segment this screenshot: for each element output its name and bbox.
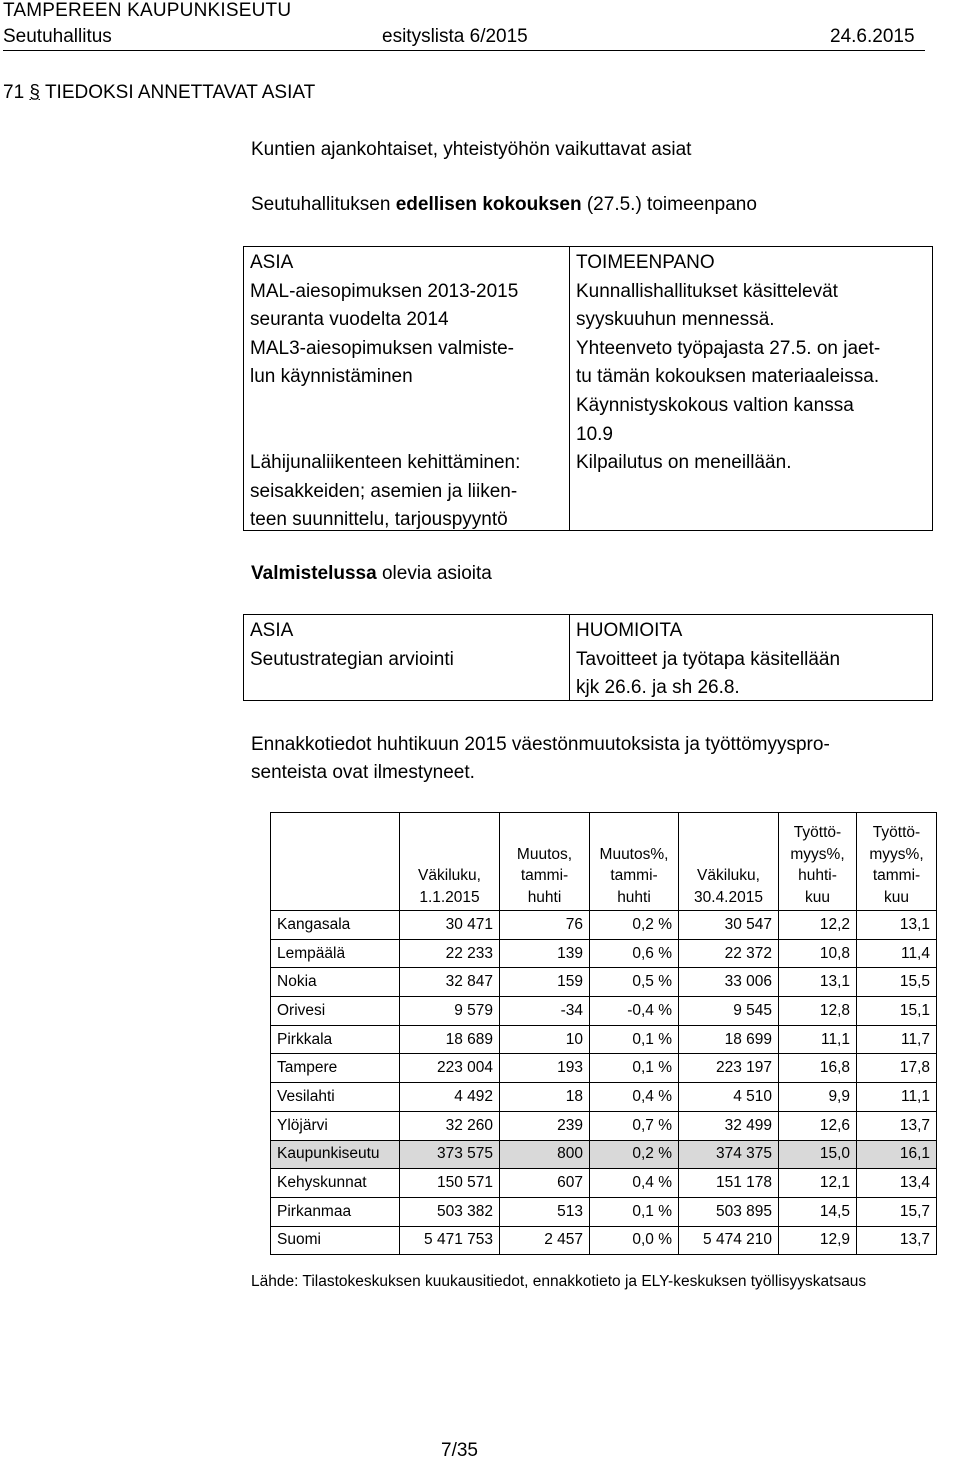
stats-cell: 14,5 <box>779 1197 857 1226</box>
section-heading: TIEDOKSI ANNETTAVAT ASIAT <box>44 82 316 103</box>
intro-line-1: Kuntien ajankohtaiset, yhteistyöhön vaikuttavat asiat <box>251 139 692 160</box>
t2-left-line: ASIA <box>250 620 294 641</box>
stats-header-cell <box>857 813 937 911</box>
header-agenda: esityslista 6/2015 <box>382 26 528 47</box>
stats-cell: 15,1 <box>857 997 937 1026</box>
stats-header-line: huhti- <box>798 867 837 884</box>
stats-row-name: Kehyskunnat <box>271 1169 400 1198</box>
remarks-table-asia-column <box>244 615 570 700</box>
stats-cell: 32 499 <box>679 1111 779 1140</box>
stats-header-cell <box>500 813 590 911</box>
prep-heading <box>251 560 492 588</box>
stats-cell: 15,5 <box>857 968 937 997</box>
stats-cell: 0,5 % <box>590 968 679 997</box>
stats-row <box>271 1226 937 1255</box>
remarks-table-huomioita-column <box>570 615 932 700</box>
t1-right-line: 10.9 <box>576 423 613 445</box>
stats-cell: -0,4 % <box>590 997 679 1026</box>
stats-header-line: huhti <box>617 888 651 906</box>
stats-header-line: tammi- <box>872 867 921 884</box>
t1-right-line: syyskuuhun mennessä. <box>576 309 775 331</box>
stats-row <box>271 1169 937 1198</box>
stats-cell: 15,7 <box>857 1197 937 1226</box>
stats-cell: 0,4 % <box>590 1083 679 1112</box>
header-date: 24.6.2015 <box>830 26 915 47</box>
stats-header-line: Muutos, <box>516 845 573 863</box>
t1-right-line: tu tämän kokouksen materiaaleissa. <box>576 366 880 388</box>
stats-intro-paragraph <box>251 731 830 787</box>
stats-intro-line: senteista ovat ilmestyneet. <box>251 762 475 783</box>
stats-cell: 193 <box>500 1054 590 1083</box>
stats-header-cell <box>679 813 779 911</box>
stats-cell: 22 233 <box>400 939 500 968</box>
implementation-table-asia-column <box>244 247 570 530</box>
implementation-table <box>243 246 933 531</box>
stats-header-line: 30.4.2015 <box>694 888 763 906</box>
t1-right-line: TOIMEENPANO <box>576 252 715 273</box>
remarks-table <box>243 614 933 701</box>
stats-cell: 4 492 <box>400 1083 500 1112</box>
stats-header-cell <box>400 813 500 911</box>
stats-cell: 0,1 % <box>590 1025 679 1054</box>
stats-row <box>271 1197 937 1226</box>
stats-cell: 159 <box>500 968 590 997</box>
stats-cell: 22 372 <box>679 939 779 968</box>
stats-cell: 9 579 <box>400 997 500 1026</box>
t1-left-line: lun käynnistäminen <box>250 366 413 388</box>
stats-cell: 15,0 <box>779 1140 857 1169</box>
stats-cell: -34 <box>500 997 590 1026</box>
stats-cell: 13,1 <box>779 968 857 997</box>
implementation-table-toimeenpano-column <box>570 247 932 530</box>
stats-cell: 0,7 % <box>590 1111 679 1140</box>
stats-row-name: Nokia <box>271 968 400 997</box>
stats-header-line: myys%, <box>790 845 845 863</box>
stats-row <box>271 1111 937 1140</box>
stats-cell: 12,1 <box>779 1169 857 1198</box>
stats-header-line: Muutos%, <box>599 845 669 863</box>
t1-right-line: Yhteenveto työpajasta 27.5. on jaet- <box>576 337 881 359</box>
stats-cell: 13,1 <box>857 911 937 940</box>
intro-line-2 <box>251 191 757 219</box>
t1-left-line: seuranta vuodelta 2014 <box>250 309 449 331</box>
t1-left-line: MAL-aiesopimuksen 2013-2015 <box>250 280 519 302</box>
page-number: 7/35 <box>441 1440 478 1461</box>
stats-cell: 0,0 % <box>590 1226 679 1255</box>
stats-header-line: Väkiluku, <box>697 867 760 884</box>
stats-cell: 18 699 <box>679 1025 779 1054</box>
t2-left-line: Seutustrategian arviointi <box>250 648 454 670</box>
org-name: TAMPEREEN KAUPUNKISEUTU <box>3 0 292 21</box>
stats-cell: 12,8 <box>779 997 857 1026</box>
t2-right-line: kjk 26.6. ja sh 26.8. <box>576 677 740 699</box>
stats-row-name: Vesilahti <box>271 1083 400 1112</box>
stats-row-name: Pirkkala <box>271 1025 400 1054</box>
t2-right-line: HUOMIOITA <box>576 620 683 641</box>
t1-left-blank <box>250 421 563 450</box>
header-body: Seutuhallitus <box>3 26 112 47</box>
intro-line-2-bold: edellisen kokouksen <box>395 194 582 215</box>
stats-cell: 139 <box>500 939 590 968</box>
t1-left-line: seisakkeiden; asemien ja liiken- <box>250 480 518 502</box>
stats-cell: 13,4 <box>857 1169 937 1198</box>
stats-header-row <box>271 813 937 911</box>
stats-cell: 503 895 <box>679 1197 779 1226</box>
stats-cell: 800 <box>500 1140 590 1169</box>
stats-cell: 11,1 <box>857 1083 937 1112</box>
stats-cell: 503 382 <box>400 1197 500 1226</box>
stats-cell: 10 <box>500 1025 590 1054</box>
header-bar <box>3 26 925 51</box>
stats-header-line: Työttö- <box>793 824 842 841</box>
stats-body <box>271 911 937 1255</box>
stats-cell: 374 375 <box>679 1140 779 1169</box>
stats-header-cell <box>590 813 679 911</box>
stats-cell: 30 547 <box>679 911 779 940</box>
stats-header-line: tammi- <box>520 867 569 884</box>
stats-cell: 5 474 210 <box>679 1226 779 1255</box>
t1-right-line: Kunnallishallitukset käsittelevät <box>576 280 838 302</box>
stats-cell: 17,8 <box>857 1054 937 1083</box>
stats-row <box>271 1025 937 1054</box>
t1-left-line: Lähijunaliikenteen kehittäminen: <box>250 452 521 474</box>
stats-row <box>271 1083 937 1112</box>
stats-cell: 2 457 <box>500 1226 590 1255</box>
stats-cell: 0,2 % <box>590 911 679 940</box>
stats-row-name: Lempäälä <box>271 939 400 968</box>
stats-cell: 223 004 <box>400 1054 500 1083</box>
stats-cell: 9 545 <box>679 997 779 1026</box>
stats-header-line: myys%, <box>869 845 924 863</box>
stats-cell: 18 689 <box>400 1025 500 1054</box>
stats-row <box>271 939 937 968</box>
stats-cell: 0,6 % <box>590 939 679 968</box>
stats-cell: 76 <box>500 911 590 940</box>
stats-header-line: kuu <box>884 888 909 906</box>
stats-header-line: Työttö- <box>872 824 921 841</box>
stats-cell: 13,7 <box>857 1111 937 1140</box>
stats-row <box>271 997 937 1026</box>
stats-row-name: Orivesi <box>271 997 400 1026</box>
stats-header-line: Väkiluku, <box>418 867 481 884</box>
stats-cell: 13,7 <box>857 1226 937 1255</box>
stats-header-cell <box>779 813 857 911</box>
section-title <box>3 82 315 104</box>
stats-row-name: Suomi <box>271 1226 400 1255</box>
stats-cell: 12,9 <box>779 1226 857 1255</box>
t1-left-blank <box>250 392 563 421</box>
stats-header-line: 1.1.2015 <box>419 888 480 906</box>
stats-cell: 11,1 <box>779 1025 857 1054</box>
stats-cell: 12,6 <box>779 1111 857 1140</box>
stats-cell: 223 197 <box>679 1054 779 1083</box>
stats-cell: 32 847 <box>400 968 500 997</box>
stats-row <box>271 911 937 940</box>
stats-cell: 0,4 % <box>590 1169 679 1198</box>
t1-right-line: Käynnistyskokous valtion kanssa <box>576 394 854 416</box>
stats-cell: 4 510 <box>679 1083 779 1112</box>
stats-row-name: Tampere <box>271 1054 400 1083</box>
stats-cell: 150 571 <box>400 1169 500 1198</box>
stats-cell: 239 <box>500 1111 590 1140</box>
stats-row-name: Ylöjärvi <box>271 1111 400 1140</box>
stats-cell: 33 006 <box>679 968 779 997</box>
stats-cell: 16,8 <box>779 1054 857 1083</box>
stats-cell: 11,4 <box>857 939 937 968</box>
stats-cell: 12,2 <box>779 911 857 940</box>
stats-cell: 373 575 <box>400 1140 500 1169</box>
stats-cell: 607 <box>500 1169 590 1198</box>
t1-left-line: teen suunnittelu, tarjouspyyntö <box>250 509 508 531</box>
prep-heading-bold: Valmistelussa <box>251 563 377 584</box>
stats-cell: 32 260 <box>400 1111 500 1140</box>
stats-cell: 0,1 % <box>590 1054 679 1083</box>
t2-right-line: Tavoitteet ja työtapa käsitellään <box>576 648 841 670</box>
stats-cell: 16,1 <box>857 1140 937 1169</box>
stats-row <box>271 1054 937 1083</box>
stats-header-line: tammi- <box>610 867 658 884</box>
t1-left-line: MAL3-aiesopimuksen valmiste- <box>250 337 514 359</box>
source-note: Lähde: Tilastokeskuksen kuukausitiedot, ennakkotieto ja ELY-keskuksen työllisyyskatsaus <box>251 1273 867 1290</box>
intro-line-2-post: (27.5.) toimeenpano <box>581 194 757 215</box>
stats-header-line: huhti <box>527 888 562 906</box>
section-number: 71 <box>3 82 25 103</box>
stats-cell: 151 178 <box>679 1169 779 1198</box>
stats-header-cell <box>271 813 400 911</box>
t1-right-line: Kilpailutus on meneillään. <box>576 452 792 474</box>
stats-cell: 0,1 % <box>590 1197 679 1226</box>
section-symbol: § <box>29 82 40 103</box>
stats-cell: 11,7 <box>857 1025 937 1054</box>
stats-row <box>271 1140 937 1169</box>
stats-cell: 10,8 <box>779 939 857 968</box>
prep-heading-rest: olevia asioita <box>376 563 492 584</box>
stats-cell: 9,9 <box>779 1083 857 1112</box>
stats-intro-line: Ennakkotiedot huhtikuun 2015 väestönmuutoksista ja työttömyyspro- <box>251 734 830 755</box>
stats-cell: 5 471 753 <box>400 1226 500 1255</box>
stats-cell: 513 <box>500 1197 590 1226</box>
stats-row-name: Kangasala <box>271 911 400 940</box>
stats-row-name: Pirkanmaa <box>271 1197 400 1226</box>
stats-row <box>271 968 937 997</box>
intro-line-2-pre: Seutuhallituksen <box>251 194 396 215</box>
stats-cell: 30 471 <box>400 911 500 940</box>
stats-cell: 18 <box>500 1083 590 1112</box>
stats-header-line: kuu <box>805 888 830 906</box>
population-statistics-table <box>270 812 937 1255</box>
stats-cell: 0,2 % <box>590 1140 679 1169</box>
stats-row-name: Kaupunkiseutu <box>271 1140 400 1169</box>
t1-left-line: ASIA <box>250 252 294 273</box>
